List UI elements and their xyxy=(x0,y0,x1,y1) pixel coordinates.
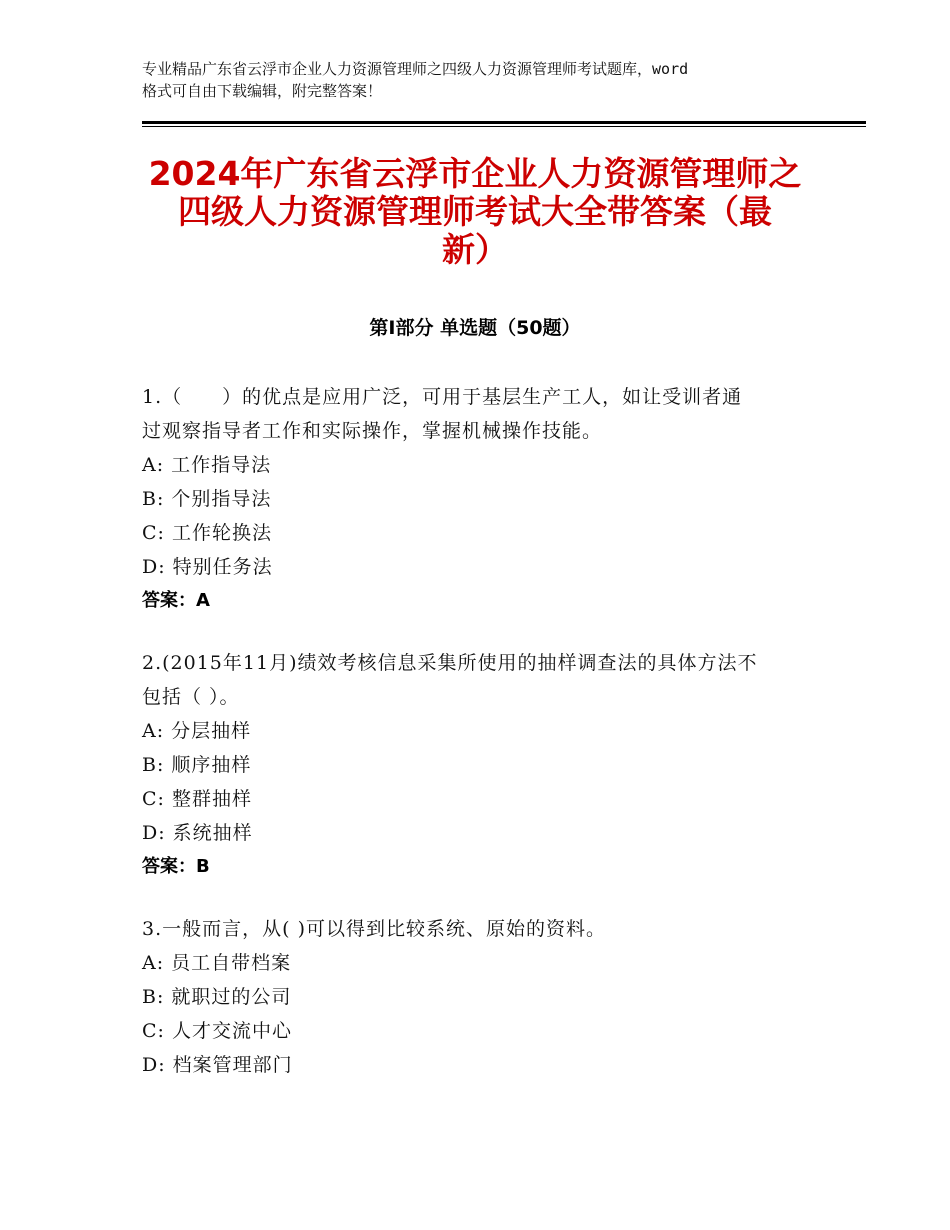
option-b: B: 个别指导法 xyxy=(142,488,272,510)
option-c: C: 工作轮换法 xyxy=(142,522,272,544)
header-note-line-2: 格式可自由下载编辑，附完整答案！ xyxy=(142,82,383,100)
option-a: A: 分层抽样 xyxy=(142,720,252,742)
option-a: A: 工作指导法 xyxy=(142,454,272,476)
document-title-line-3: 新） xyxy=(442,230,508,269)
header-note-line-1: 专业精品广东省云浮市企业人力资源管理师之四级人力资源管理师考试题库，word xyxy=(142,60,689,78)
answer: 答案：B xyxy=(142,856,210,877)
question-3 xyxy=(142,912,822,1082)
document-title xyxy=(100,155,850,269)
question-stem-line-2: 过观察指导者工作和实际操作，掌握机械操作技能。 xyxy=(142,420,603,442)
section-title: 第Ⅰ部分 单选题（50题） xyxy=(369,317,581,339)
option-c: C: 人才交流中心 xyxy=(142,1020,292,1042)
option-c: C: 整群抽样 xyxy=(142,788,252,810)
question-stem-line-2: 包括（ ）。 xyxy=(142,686,240,708)
document-title-line-1: 2024年广东省云浮市企业人力资源管理师之 xyxy=(148,154,802,193)
document-title-line-2: 四级人力资源管理师考试大全带答案（最 xyxy=(178,192,772,231)
question-list xyxy=(142,380,822,1110)
answer: 答案：A xyxy=(142,590,210,611)
option-b: B: 顺序抽样 xyxy=(142,754,252,776)
question-stem xyxy=(142,912,822,946)
question-stem xyxy=(142,646,822,714)
header-rule-thick xyxy=(142,121,866,124)
question-stem-line-1: 2.(2015年11月)绩效考核信息采集所使用的抽样调查法的具体方法不 xyxy=(142,652,758,674)
question-stem-line-1: 1.（ ）的优点是应用广泛，可用于基层生产工人，如让受训者通 xyxy=(142,386,743,408)
question-stem xyxy=(142,380,822,448)
option-d: D: 特别任务法 xyxy=(142,556,273,578)
option-d: D: 系统抽样 xyxy=(142,822,253,844)
option-d: D: 档案管理部门 xyxy=(142,1054,293,1076)
option-a: A: 员工自带档案 xyxy=(142,952,292,974)
header-rule-thin xyxy=(142,126,866,127)
question-stem-line-1: 3.一般而言，从( )可以得到比较系统、原始的资料。 xyxy=(142,918,606,940)
question-2 xyxy=(142,646,822,884)
question-1 xyxy=(142,380,822,618)
option-b: B: 就职过的公司 xyxy=(142,986,292,1008)
header-note xyxy=(142,58,822,102)
